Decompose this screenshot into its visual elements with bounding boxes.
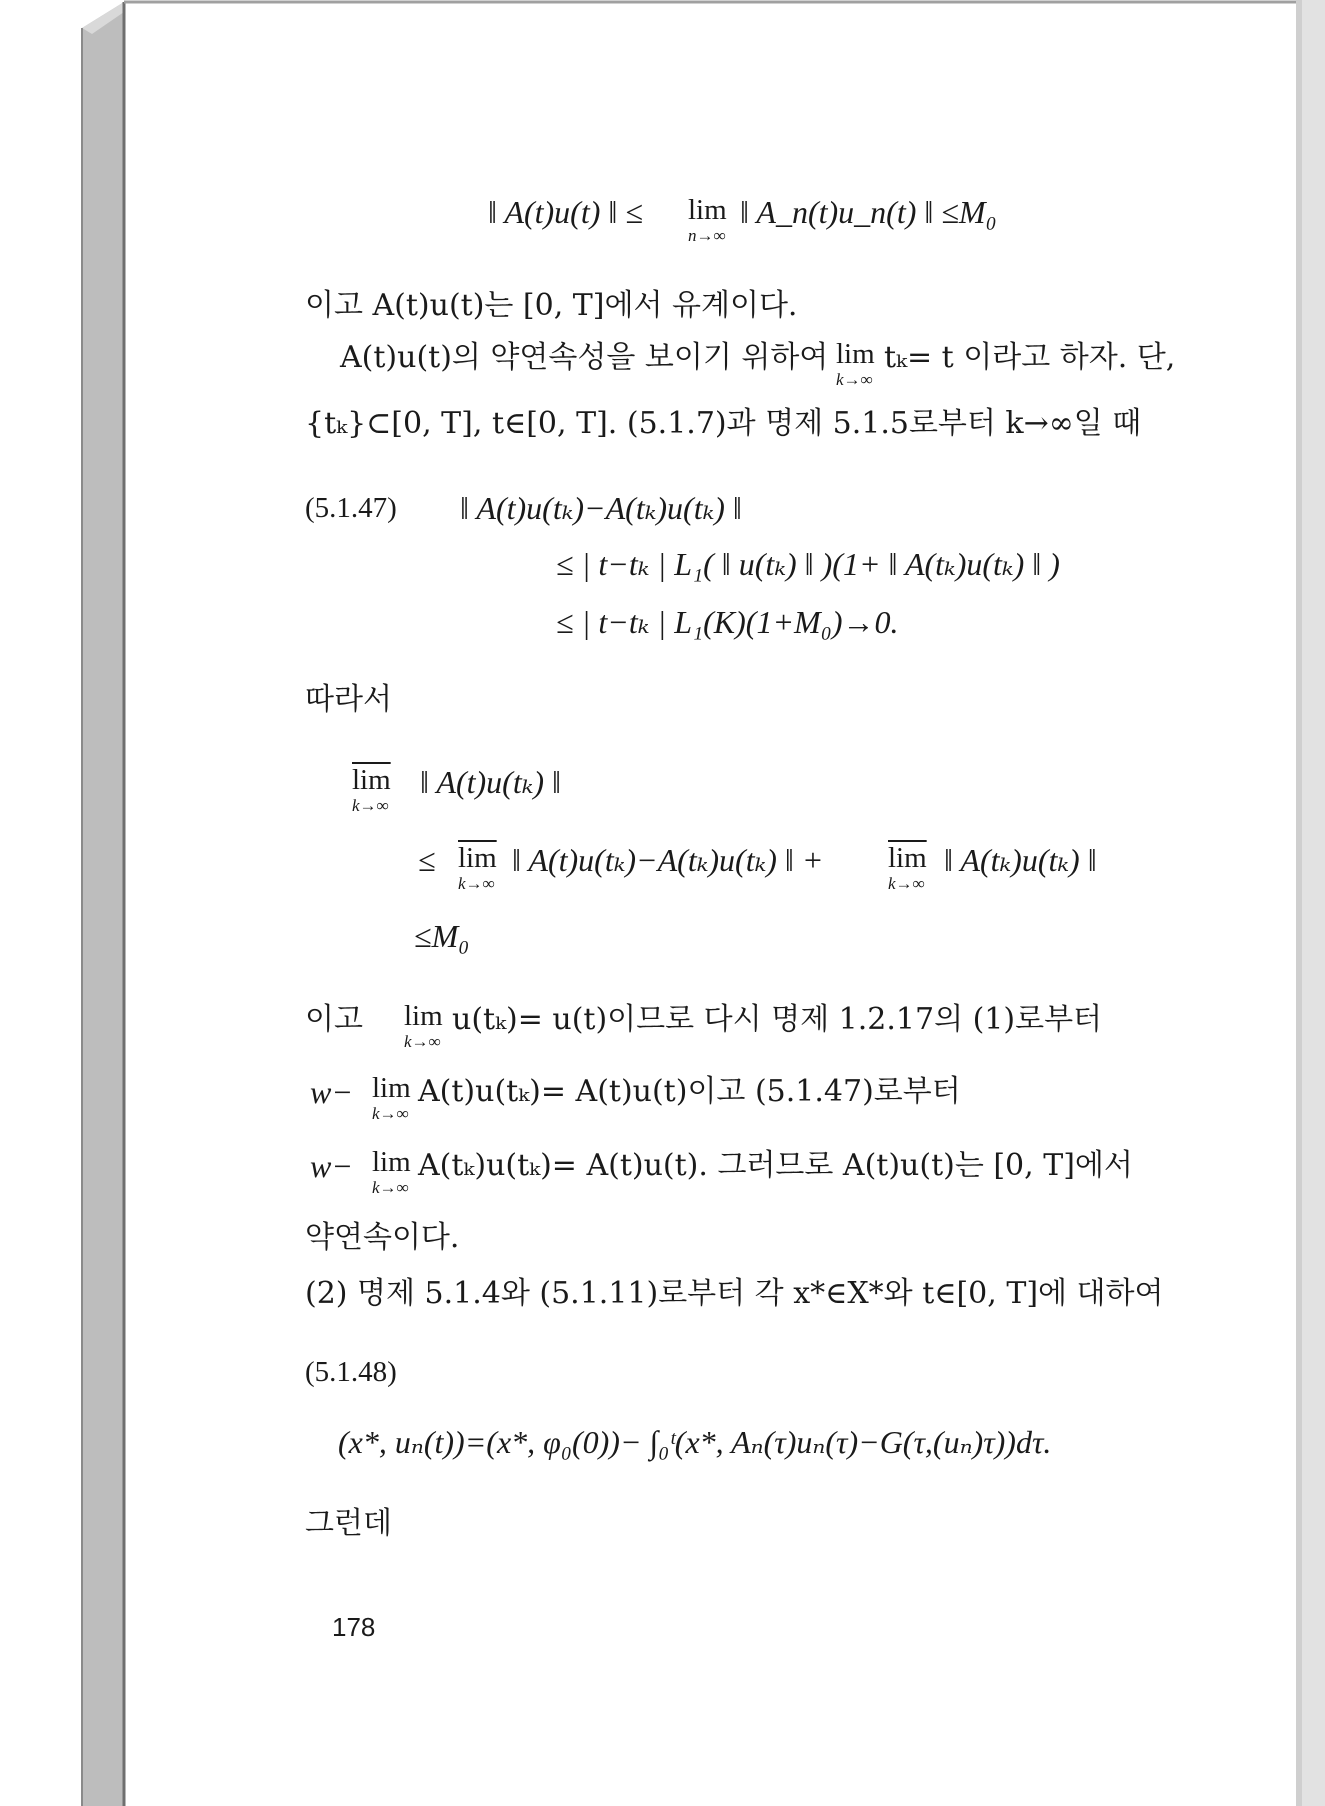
eq1-lim-sub: n→∞ (688, 226, 726, 245)
eqB-lim3-text: lim (888, 842, 927, 874)
page-number: 178 (332, 1612, 376, 1642)
eqB-lim2-text: lim (458, 842, 497, 874)
eqB-line-2c: ‖ A(tₖ)u(tₖ) ‖ (944, 842, 1097, 878)
eq547-line-2: ≤ | t−tₖ | L₁( ‖ u(tₖ) ‖ )(1+ ‖ A(tₖ)u(tₖ) ‖ ) (556, 546, 1060, 582)
p5-limit (404, 1000, 443, 1051)
p7-limit (372, 1146, 411, 1197)
text-line-7b: A(tₖ)u(tₖ)= A(t)u(t). 그러므로 A(t)u(t)는 [0, T]에서 (418, 1148, 1133, 1183)
eqB-leq: ≤ (418, 842, 436, 878)
eqB-limsup (352, 764, 391, 815)
text-line-2a: A(t)u(t)의 약연속성을 보이기 위하여 (340, 340, 829, 375)
text-line-6b: A(t)u(tₖ)= A(t)u(t)이고 (5.1.47)로부터 (418, 1074, 961, 1109)
text-line-5a: 이고 (305, 1002, 363, 1037)
eqB-lim-sub: k→∞ (352, 796, 389, 815)
text-line-6a: w− (310, 1074, 353, 1110)
p5-lim-sub: k→∞ (404, 1032, 441, 1051)
eq1-limit (688, 194, 727, 245)
p2-limit (836, 338, 875, 389)
p5-lim-text: lim (404, 1000, 443, 1032)
text-line-10: 그런데 (305, 1506, 392, 1541)
eqB-line-2: ‖ A(t)u(tₖ)−A(tₖ)u(tₖ) ‖ + (512, 842, 824, 878)
p2-lim-text: lim (836, 338, 875, 370)
p7-lim-text: lim (372, 1146, 411, 1178)
text-line-9: (2) 명제 5.1.4와 (5.1.11)로부터 각 x*∈X*와 t∈[0, T]에 대하여 (305, 1276, 1164, 1311)
eqB-lim2-sub: k→∞ (458, 874, 495, 893)
p6-lim-sub: k→∞ (372, 1104, 409, 1123)
p6-limit (372, 1072, 411, 1123)
text-line-4: 따라서 (305, 682, 392, 717)
text-line-8: 약연속이다. (305, 1220, 460, 1255)
text-line-2b: tₖ= t 이라고 하자. 단, (884, 340, 1176, 375)
eqB-limsup-3 (888, 842, 927, 893)
text-line-1: 이고 A(t)u(t)는 [0, T]에서 유계이다. (305, 288, 798, 323)
eqB-limsup-2 (458, 842, 497, 893)
eq548: (x*, uₙ(t))=(x*, φ₀(0))− ∫₀ᵗ(x*, Aₙ(τ)uₙ(τ)−G(τ,(uₙ)τ))dτ. (338, 1424, 1052, 1460)
eq-number-5-1-48: (5.1.48) (305, 1356, 397, 1388)
eq1-rhs: ‖ A_n(t)u_n(t) ‖ ≤M₀ (740, 194, 997, 230)
eq1-lim-text: lim (688, 194, 727, 226)
eq547-line-3: ≤ | t−tₖ | L₁(K)(1+M₀)→0. (556, 604, 899, 640)
eqB-lim3-sub: k→∞ (888, 874, 925, 893)
eq547-line-1: ‖ A(t)u(tₖ)−A(tₖ)u(tₖ) ‖ (460, 490, 742, 526)
text-line-7a: w− (310, 1148, 353, 1184)
p7-lim-sub: k→∞ (372, 1178, 409, 1197)
eqB-line-1: ‖ A(t)u(tₖ) ‖ (420, 764, 562, 800)
text-line-5b: u(tₖ)= u(t)이므로 다시 명제 1.2.17의 (1)로부터 (452, 1002, 1103, 1037)
eq-number-5-1-47: (5.1.47) (305, 492, 397, 524)
equation-bound (488, 194, 643, 230)
eq1-lhs: ‖ A(t)u(t) ‖ ≤ (488, 194, 643, 230)
eqB-lim-text: lim (352, 764, 391, 796)
p6-lim-text: lim (372, 1072, 411, 1104)
text-line-3: {tₖ}⊂[0, T], t∈[0, T]. (5.1.7)과 명제 5.1.5로부터 k→∞일 때 (305, 406, 1142, 441)
eqB-line-3: ≤M₀ (414, 918, 470, 954)
p2-lim-sub: k→∞ (836, 370, 873, 389)
